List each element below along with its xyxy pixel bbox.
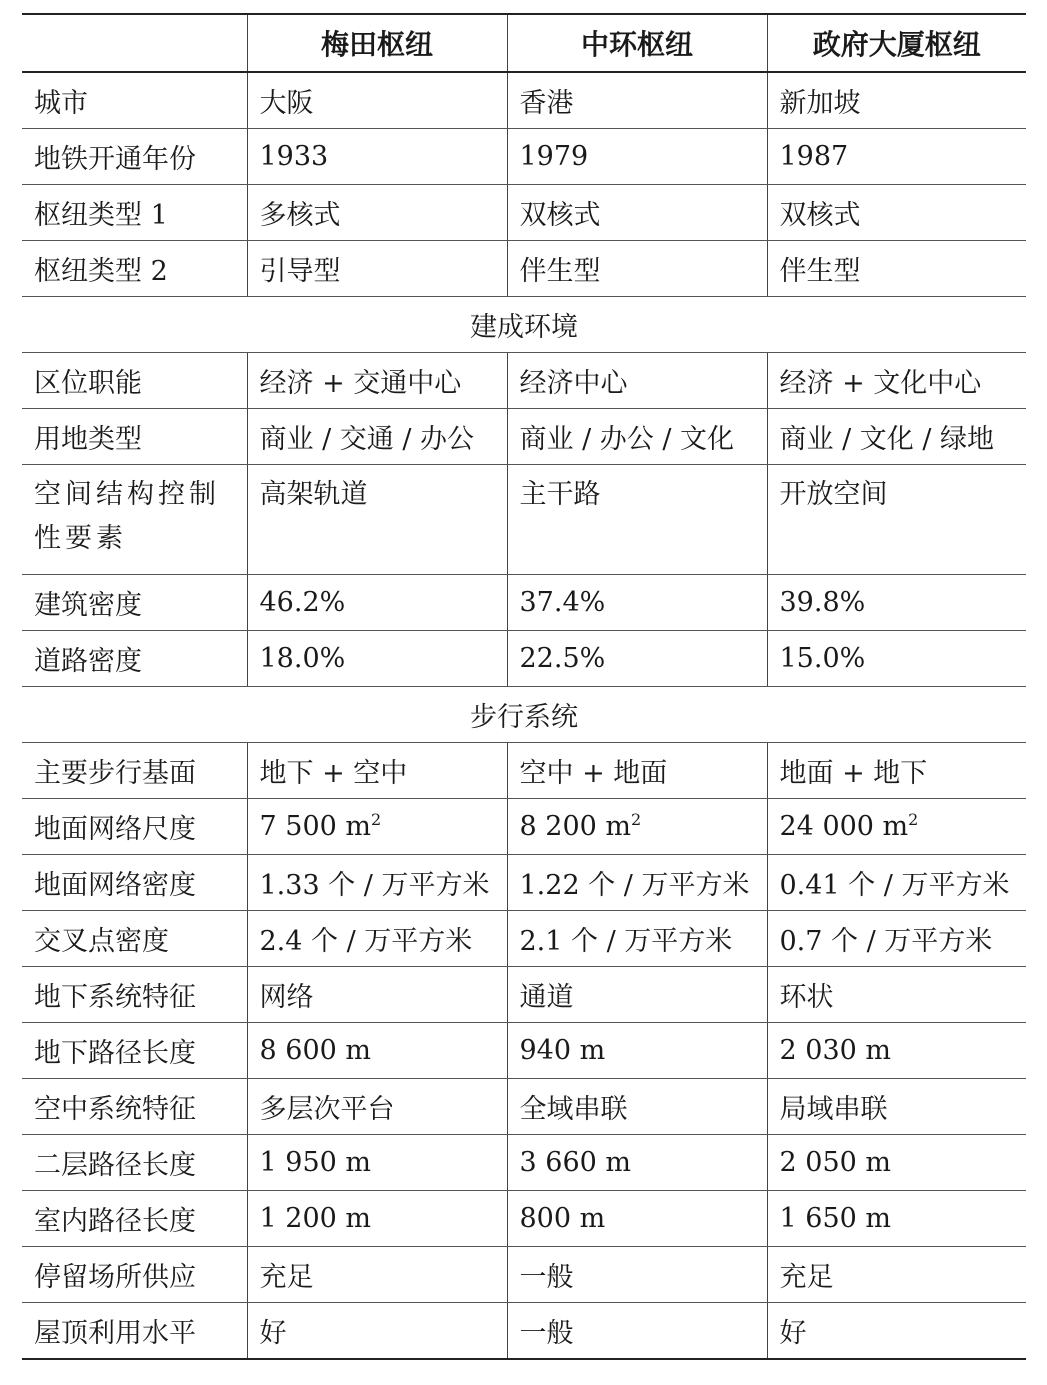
cell: 商业 / 文化 / 绿地 xyxy=(767,409,1026,465)
table-row xyxy=(22,799,1026,855)
row-label: 屋顶利用水平 xyxy=(22,1303,247,1360)
table-row xyxy=(22,465,1026,575)
cell xyxy=(507,799,767,855)
header-umeda: 梅田枢纽 xyxy=(247,14,507,72)
cell: 伴生型 xyxy=(767,241,1026,297)
cell: 地下 + 空中 xyxy=(247,743,507,799)
header-city-hall: 政府大厦枢纽 xyxy=(767,14,1026,72)
row-label: 主要步行基面 xyxy=(22,743,247,799)
comparison-table xyxy=(22,13,1026,1360)
cell: 好 xyxy=(247,1303,507,1360)
cell: 商业 / 交通 / 办公 xyxy=(247,409,507,465)
table-row xyxy=(22,409,1026,465)
cell: 2.1 个 / 万平方米 xyxy=(507,911,767,967)
row-label: 地下系统特征 xyxy=(22,967,247,1023)
section-title: 步行系统 xyxy=(22,687,1026,743)
cell: 15.0% xyxy=(767,631,1026,687)
cell: 一般 xyxy=(507,1247,767,1303)
cell: 充足 xyxy=(767,1247,1026,1303)
table-row xyxy=(22,1023,1026,1079)
cell: 双核式 xyxy=(767,185,1026,241)
row-label: 城市 xyxy=(22,72,247,129)
table-header-row xyxy=(22,14,1026,72)
cell xyxy=(247,799,507,855)
cell: 18.0% xyxy=(247,631,507,687)
cell: 局域串联 xyxy=(767,1079,1026,1135)
row-label: 地下路径长度 xyxy=(22,1023,247,1079)
row-label: 枢纽类型 2 xyxy=(22,241,247,297)
cell: 一般 xyxy=(507,1303,767,1360)
row-label: 建筑密度 xyxy=(22,575,247,631)
cell: 46.2% xyxy=(247,575,507,631)
table-row xyxy=(22,631,1026,687)
cell: 800 m xyxy=(507,1191,767,1247)
cell: 环状 xyxy=(767,967,1026,1023)
table-row xyxy=(22,967,1026,1023)
cell: 2 050 m xyxy=(767,1135,1026,1191)
cell: 2.4 个 / 万平方米 xyxy=(247,911,507,967)
cell: 充足 xyxy=(247,1247,507,1303)
cell: 3 660 m xyxy=(507,1135,767,1191)
cell: 高架轨道 xyxy=(247,465,507,575)
cell: 引导型 xyxy=(247,241,507,297)
cell: 1 650 m xyxy=(767,1191,1026,1247)
superscript: 2 xyxy=(370,810,382,829)
row-label: 区位职能 xyxy=(22,353,247,409)
table-row xyxy=(22,1135,1026,1191)
cell-value: 8 200 m xyxy=(519,811,631,842)
cell: 通道 xyxy=(507,967,767,1023)
cell: 经济 + 交通中心 xyxy=(247,353,507,409)
cell: 1979 xyxy=(507,129,767,185)
table-row xyxy=(22,911,1026,967)
table-row xyxy=(22,72,1026,129)
table-row xyxy=(22,241,1026,297)
table-row xyxy=(22,1303,1026,1360)
cell: 地面 + 地下 xyxy=(767,743,1026,799)
row-label: 地面网络密度 xyxy=(22,855,247,911)
cell-value: 24 000 m xyxy=(779,811,909,842)
cell: 多核式 xyxy=(247,185,507,241)
header-central: 中环枢纽 xyxy=(507,14,767,72)
row-label: 用地类型 xyxy=(22,409,247,465)
cell: 双核式 xyxy=(507,185,767,241)
cell: 1933 xyxy=(247,129,507,185)
table-row xyxy=(22,1079,1026,1135)
cell: 商业 / 办公 / 文化 xyxy=(507,409,767,465)
table-row xyxy=(22,1191,1026,1247)
section-title: 建成环境 xyxy=(22,297,1026,353)
table-row xyxy=(22,1247,1026,1303)
superscript: 2 xyxy=(908,810,919,829)
cell: 开放空间 xyxy=(767,465,1026,575)
table-row xyxy=(22,855,1026,911)
table-row xyxy=(22,575,1026,631)
cell: 1.33 个 / 万平方米 xyxy=(247,855,507,911)
row-label: 空中系统特征 xyxy=(22,1079,247,1135)
cell: 0.7 个 / 万平方米 xyxy=(767,911,1026,967)
row-label: 地铁开通年份 xyxy=(22,129,247,185)
cell: 1.22 个 / 万平方米 xyxy=(507,855,767,911)
cell: 1 950 m xyxy=(247,1135,507,1191)
cell: 39.8% xyxy=(767,575,1026,631)
cell: 主干路 xyxy=(507,465,767,575)
cell: 空中 + 地面 xyxy=(507,743,767,799)
cell: 网络 xyxy=(247,967,507,1023)
cell: 大阪 xyxy=(247,72,507,129)
cell: 经济中心 xyxy=(507,353,767,409)
table-row xyxy=(22,353,1026,409)
cell: 新加坡 xyxy=(767,72,1026,129)
row-label: 枢纽类型 1 xyxy=(22,185,247,241)
row-label: 停留场所供应 xyxy=(22,1247,247,1303)
section-row-pedestrian-system xyxy=(22,687,1026,743)
table-row xyxy=(22,185,1026,241)
cell: 经济 + 文化中心 xyxy=(767,353,1026,409)
cell: 1 200 m xyxy=(247,1191,507,1247)
cell: 香港 xyxy=(507,72,767,129)
superscript: 2 xyxy=(630,810,642,829)
cell: 22.5% xyxy=(507,631,767,687)
cell: 多层次平台 xyxy=(247,1079,507,1135)
cell: 伴生型 xyxy=(507,241,767,297)
table-row xyxy=(22,129,1026,185)
row-label: 室内路径长度 xyxy=(22,1191,247,1247)
row-label: 交叉点密度 xyxy=(22,911,247,967)
cell: 37.4% xyxy=(507,575,767,631)
cell-value: 7 500 m xyxy=(259,811,371,842)
row-label: 二层路径长度 xyxy=(22,1135,247,1191)
cell: 好 xyxy=(767,1303,1026,1360)
cell xyxy=(767,799,1026,855)
row-label: 地面网络尺度 xyxy=(22,799,247,855)
cell: 2 030 m xyxy=(767,1023,1026,1079)
header-corner xyxy=(22,14,247,72)
cell: 0.41 个 / 万平方米 xyxy=(767,855,1026,911)
row-label: 空间结构控制性要素 xyxy=(22,465,247,575)
table-row xyxy=(22,743,1026,799)
cell: 全域串联 xyxy=(507,1079,767,1135)
row-label: 道路密度 xyxy=(22,631,247,687)
cell: 8 600 m xyxy=(247,1023,507,1079)
cell: 1987 xyxy=(767,129,1026,185)
section-row-built-environment xyxy=(22,297,1026,353)
cell: 940 m xyxy=(507,1023,767,1079)
